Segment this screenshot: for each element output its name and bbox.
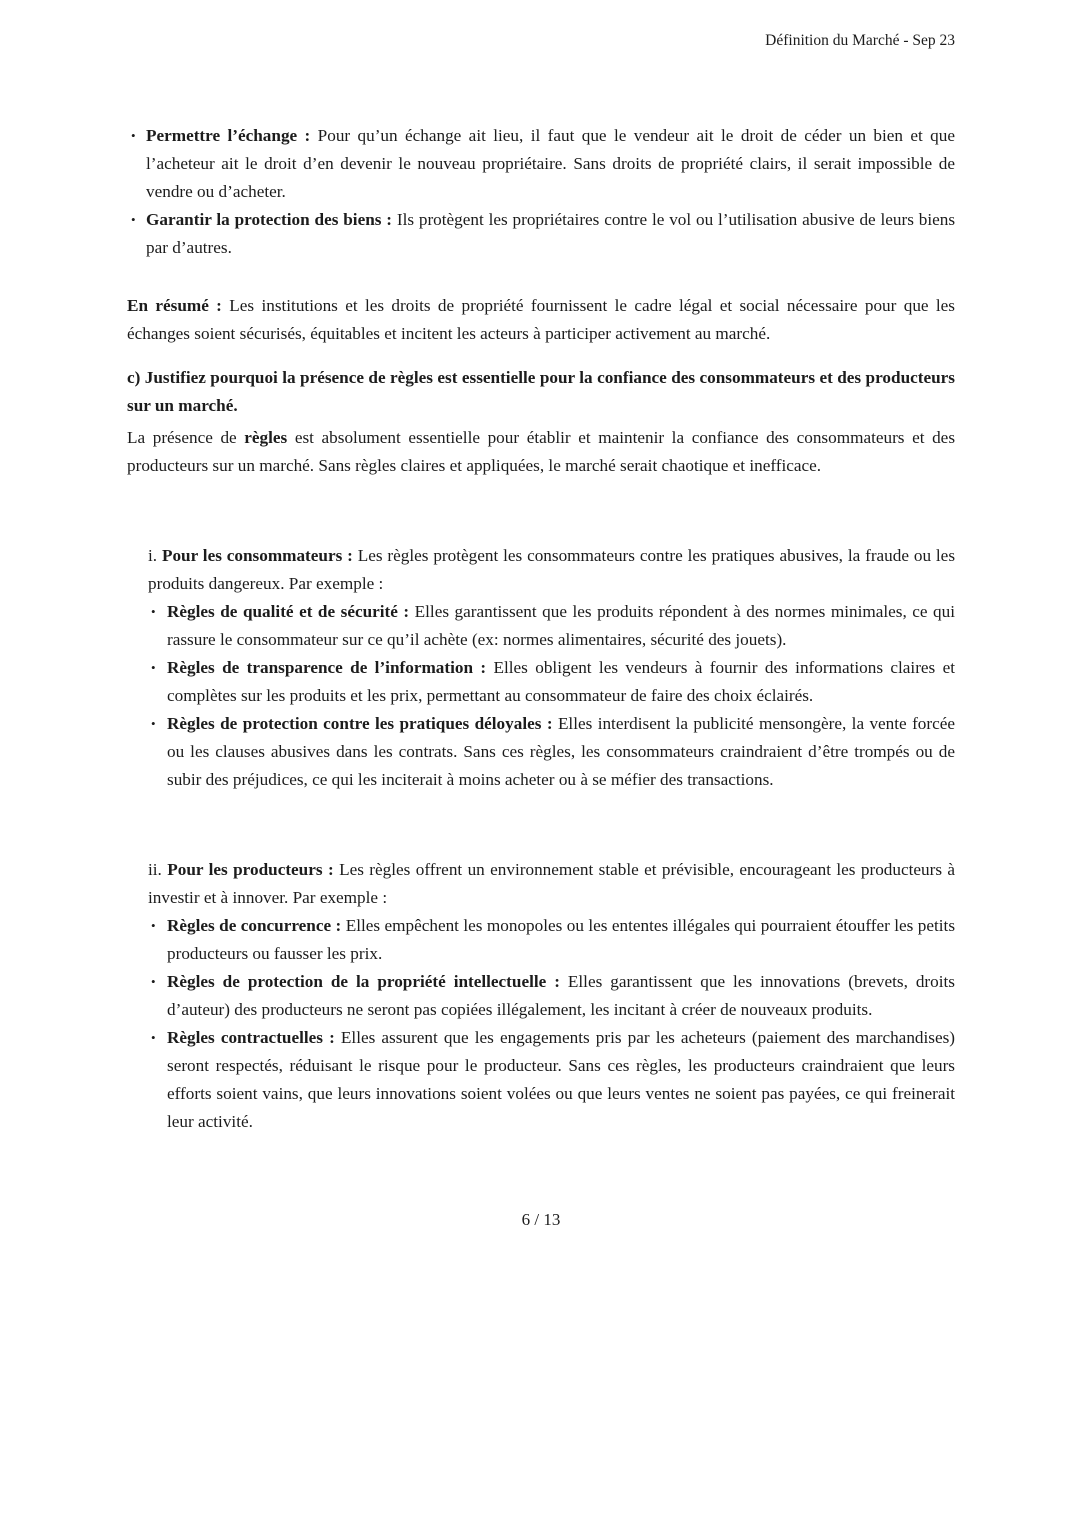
- list-item: [127, 1024, 955, 1136]
- page-number: 6 / 13: [521, 1210, 561, 1229]
- list-item-lead: Règles de transparence de l’information :: [167, 658, 487, 677]
- list-item-lead: Règles de concurrence :: [167, 916, 342, 935]
- consumer-rules-bullet-list: [127, 598, 955, 794]
- bullet-icon: •: [151, 604, 156, 619]
- paragraph-lead: En résumé :: [127, 296, 222, 315]
- list-item-lead: Règles de qualité et de sécurité :: [167, 602, 410, 621]
- summary-paragraph: [127, 292, 955, 348]
- emphasized-word: règles: [244, 428, 288, 447]
- subsection-lead: Pour les producteurs :: [167, 860, 334, 879]
- property-rights-bullet-list: [127, 122, 955, 262]
- paragraph-text: est absolument essentielle pour établir et maintenir la confiance des consommateurs et des producteurs sur un marché. Sans règles claires et appliquées, le marché serait chaotique et inefficace.: [127, 428, 956, 475]
- bullet-icon: •: [151, 974, 156, 989]
- list-item-lead: Règles contractuelles :: [167, 1028, 335, 1047]
- list-item-text: Elles garantissent que les innovations (brevets, droits d’auteur) des producteurs ne seront pas copiées illégalement, les incitant à créer de nouveaux produits.: [167, 972, 955, 1019]
- subsection-producers: [148, 856, 955, 912]
- subsection-intro: [148, 542, 955, 598]
- list-item-lead: Permettre l’échange :: [146, 126, 311, 145]
- list-item-lead: Règles de protection contre les pratiques déloyales :: [167, 714, 553, 733]
- subsection-text: Les règles protègent les consommateurs contre les pratiques abusives, la fraude ou les produits dangereux. Par exemple :: [148, 546, 956, 593]
- list-item-text: Elles obligent les vendeurs à fournir des informations claires et complètes sur les produits et les prix, permettant au consommateur de faire des choix éclairés.: [167, 658, 956, 705]
- list-item-text: Elles garantissent que les produits répondent à des normes minimales, ce qui rassure le consommateur sur ce qu’il achète (ex: normes alimentaires, sécurité des jouets).: [167, 602, 955, 649]
- list-item: [127, 598, 955, 654]
- paragraph-text: La présence de: [127, 428, 237, 447]
- list-item: [127, 710, 955, 794]
- question-c-intro: [127, 424, 955, 480]
- bullet-icon: •: [151, 660, 156, 675]
- bullet-icon: •: [151, 1030, 156, 1045]
- subsection-lead: Pour les consommateurs :: [161, 546, 353, 565]
- list-item: [127, 654, 955, 710]
- subsection-intro: [148, 856, 955, 912]
- list-item-text: Ils protègent les propriétaires contre le vol ou l’utilisation abusive de leurs biens par d’autres.: [146, 210, 956, 257]
- list-item: [127, 912, 955, 968]
- subsection-numeral: ii.: [148, 860, 162, 879]
- list-item: [127, 206, 955, 262]
- subsection-consumers: [148, 542, 955, 598]
- list-item-lead: Garantir la protection des biens :: [146, 210, 392, 229]
- producer-rules-bullet-list: [127, 912, 955, 1136]
- list-item-text: Elles empêchent les monopoles ou les ententes illégales qui pourraient étouffer les petits producteurs ou fausser les prix.: [167, 916, 956, 963]
- list-item-text: Pour qu’un échange ait lieu, il faut que le vendeur ait le droit de céder un bien et que l’acheteur ait le droit d’en devenir le nouveau propriétaire. Sans droits de propriété clairs, il serait impossible de vendre ou d’acheter.: [146, 126, 955, 201]
- list-item-text: Elles assurent que les engagements pris par les acheteurs (paiement des marchandises) seront respectés, réduisant le risque pour le producteur. Sans ces règles, les producteurs craindraient que leurs efforts soient vains, que leurs innovations soient volées ou que leurs ventes ne soient pas payées, ce qui freinerait leur activité.: [167, 1028, 956, 1131]
- bullet-icon: •: [131, 212, 136, 227]
- question-c-heading: c) Justifiez pourquoi la présence de règles est essentielle pour la confiance des consommateurs et des producteurs sur un marché.: [127, 368, 955, 415]
- paragraph-text: Les institutions et les droits de propriété fournissent le cadre légal et social nécessaire pour que les échanges soient sécurisés, équitables et incitent les acteurs à participer activement au marché.: [127, 296, 955, 343]
- list-item: [127, 122, 955, 206]
- subsection-text: Les règles offrent un environnement stable et prévisible, encourageant les producteurs à investir et à innover. Par exemple :: [148, 860, 956, 907]
- list-item: [127, 968, 955, 1024]
- subsection-numeral: i.: [148, 546, 158, 565]
- bullet-icon: •: [151, 716, 156, 731]
- list-item-text: Elles interdisent la publicité mensongère, la vente forcée ou les clauses abusives dans les contrats. Sans ces règles, les consommateurs craindraient d’être trompés ou de subir des préjudices, ce qui les inciterait à moins acheter ou à se méfier des transactions.: [167, 714, 955, 789]
- bullet-icon: •: [151, 918, 156, 933]
- list-item-lead: Règles de protection de la propriété intellectuelle :: [167, 972, 560, 991]
- bullet-icon: •: [131, 128, 136, 143]
- running-header: [127, 30, 955, 52]
- document-title: Définition du Marché - Sep 23: [765, 32, 955, 49]
